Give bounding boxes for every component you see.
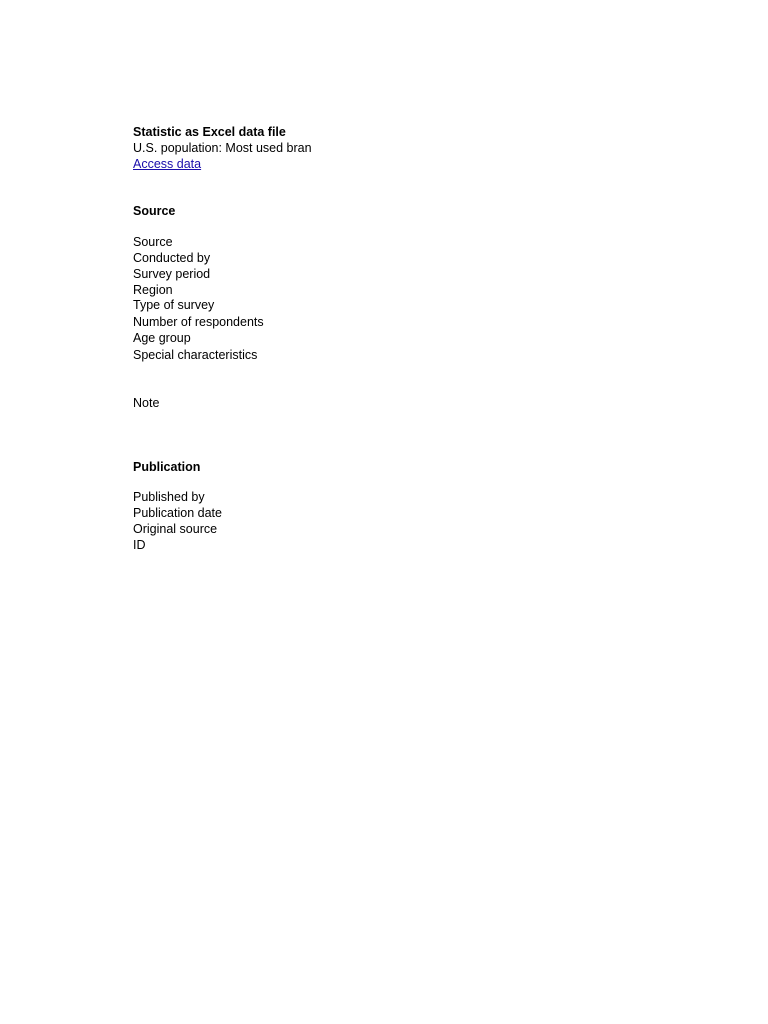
publication-section-heading: Publication xyxy=(133,460,201,474)
field-label-note: Note xyxy=(133,396,160,410)
field-label-number-of-respondents: Number of respondents xyxy=(133,315,264,329)
field-label-conducted-by: Conducted by xyxy=(133,251,211,265)
field-label-age-group: Age group xyxy=(133,331,191,345)
statistic-description: U.S. population: Most used bran xyxy=(133,141,312,155)
field-label-survey-period: Survey period xyxy=(133,267,211,281)
access-data-link[interactable]: Access data xyxy=(133,157,202,171)
field-label-original-source: Original source xyxy=(133,522,218,536)
field-label-id: ID xyxy=(133,538,146,552)
field-label-special-characteristics: Special characteristics xyxy=(133,348,258,362)
field-label-region: Region xyxy=(133,283,173,297)
field-label-published-by: Published by xyxy=(133,490,205,504)
source-section-heading: Source xyxy=(133,204,176,218)
excel-section-heading: Statistic as Excel data file xyxy=(133,125,286,139)
field-label-publication-date: Publication date xyxy=(133,506,222,520)
field-label-source: Source xyxy=(133,235,173,249)
field-label-type-of-survey: Type of survey xyxy=(133,298,215,312)
